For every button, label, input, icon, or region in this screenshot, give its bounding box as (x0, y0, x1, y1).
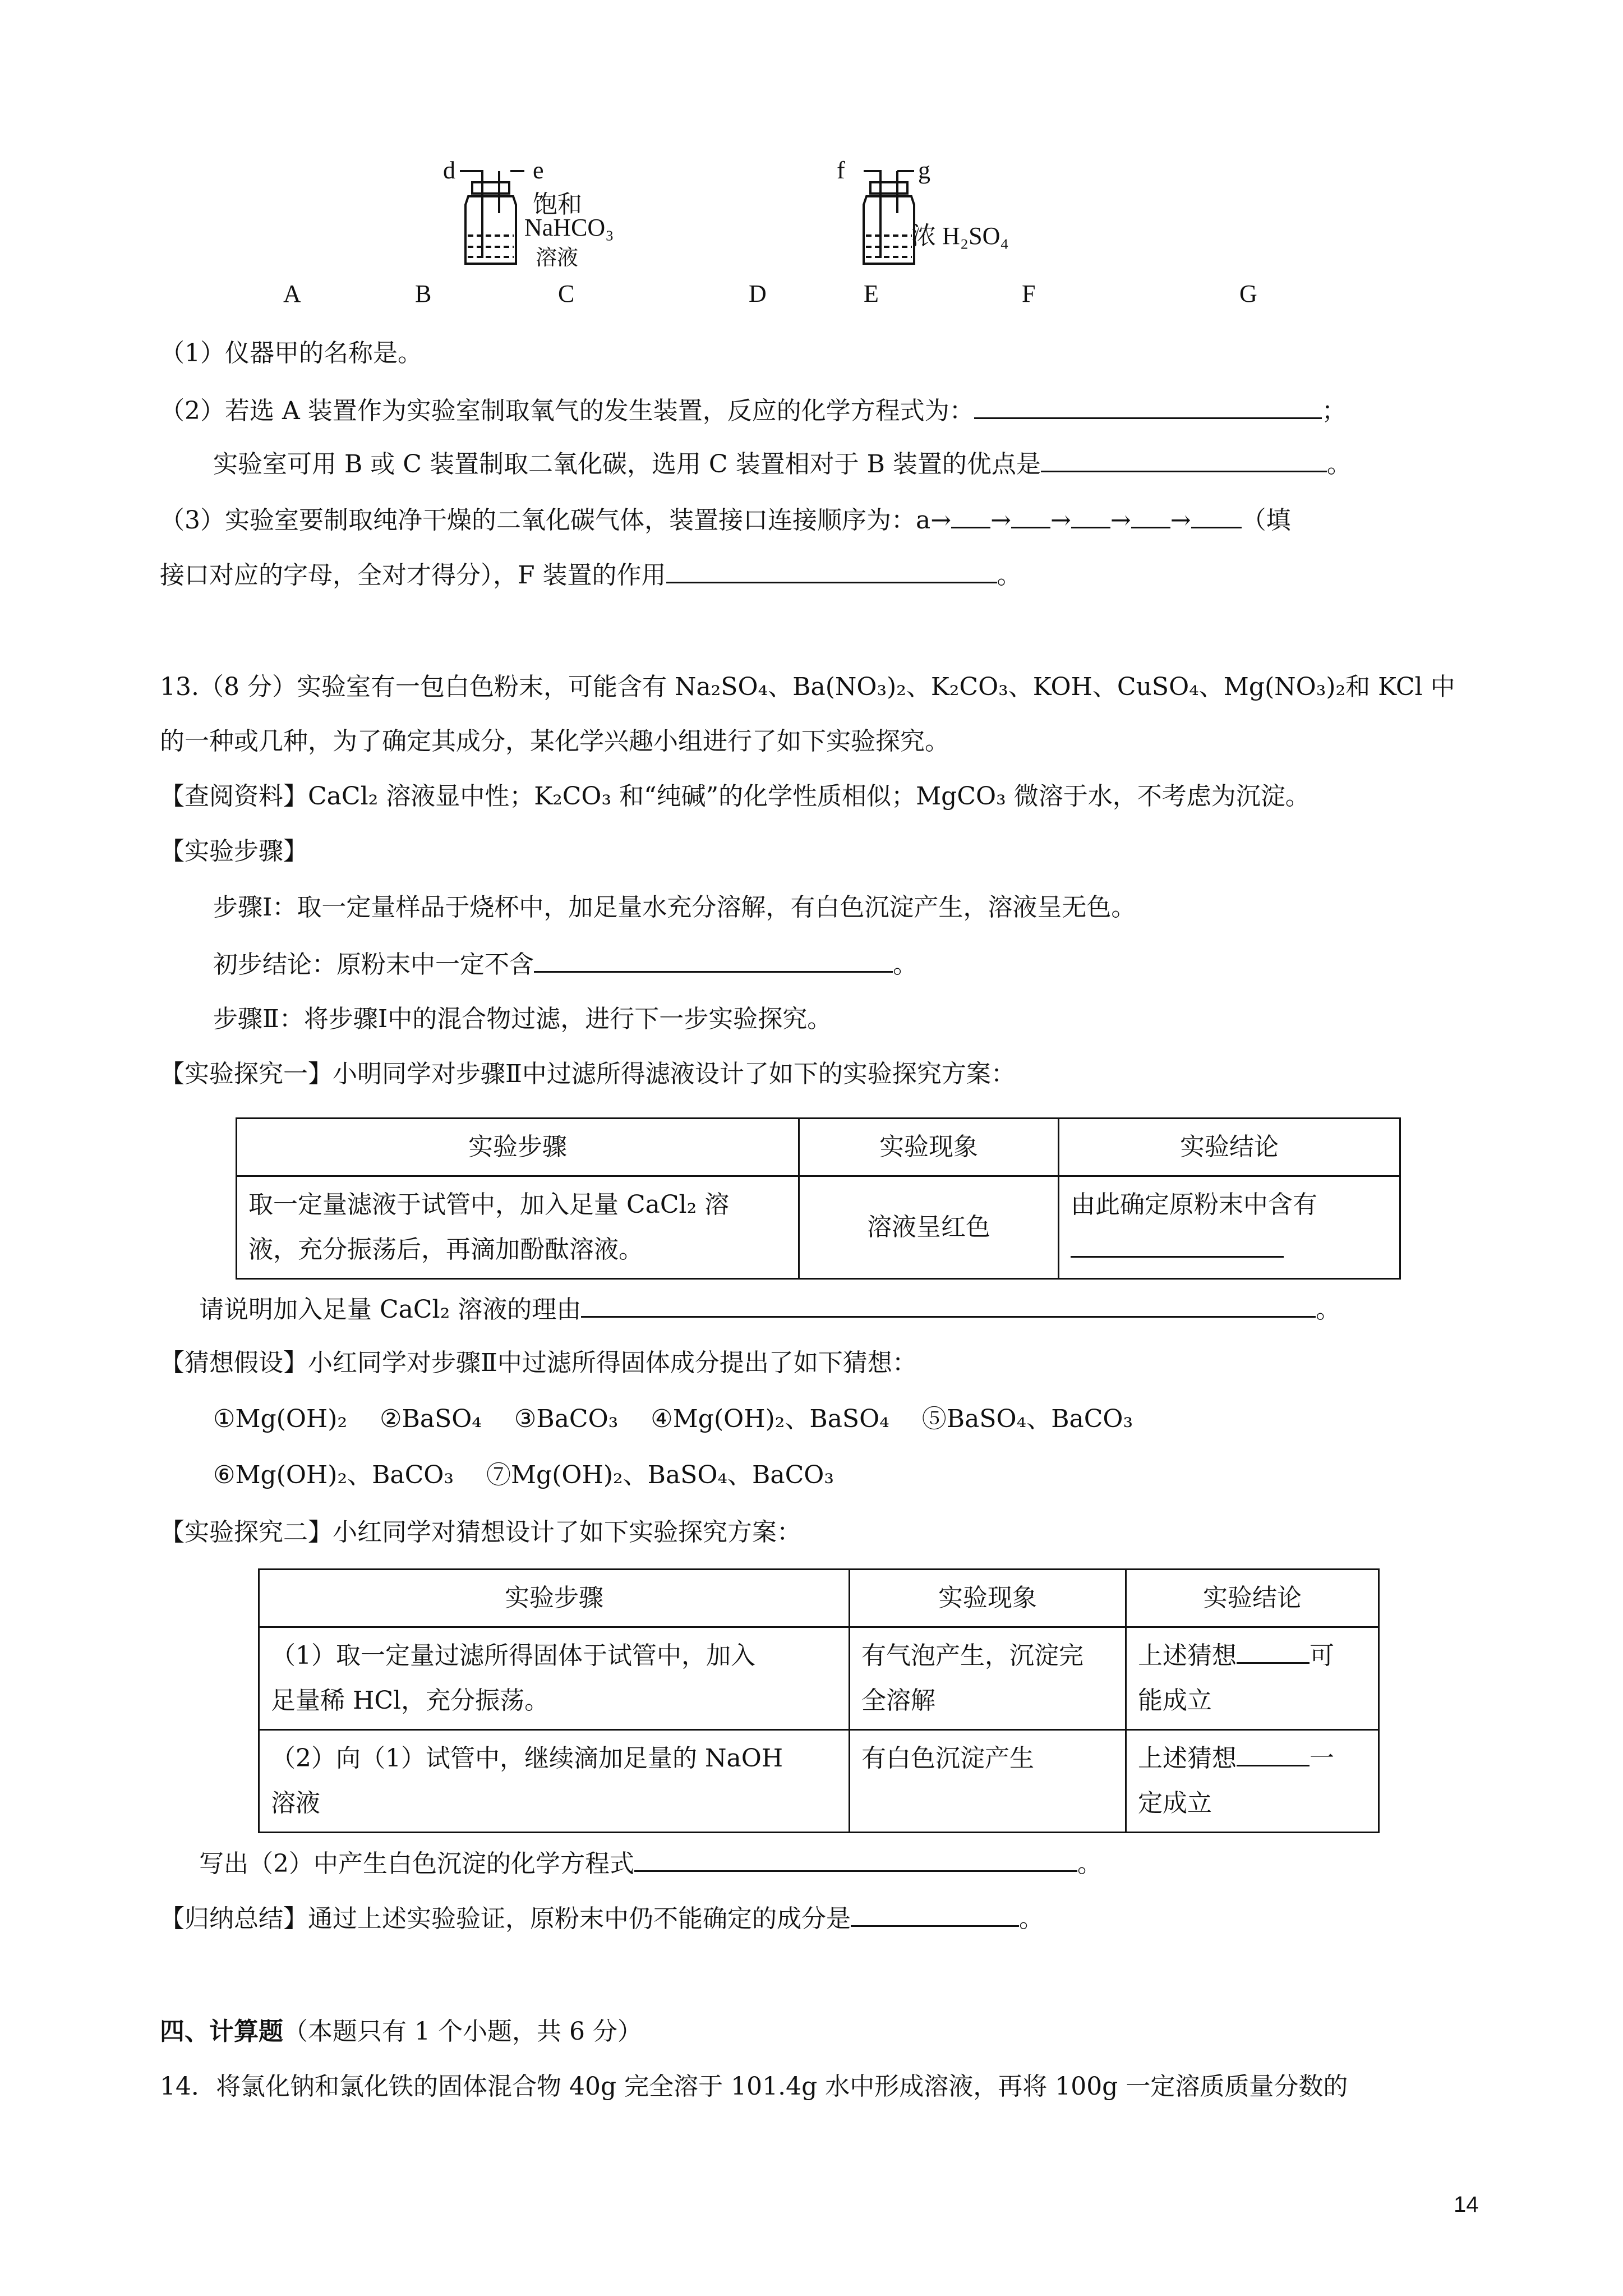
table-cell: （2）向（1）试管中，继续滴加足量的 NaOH 溶液 (259, 1730, 850, 1833)
answer-blank[interactable] (666, 557, 997, 583)
table-cell: 溶液呈红色 (799, 1176, 1059, 1279)
port-label-d: d (443, 157, 455, 184)
answer-blank[interactable] (1191, 502, 1242, 528)
table-cell: （1）取一定量过滤所得固体于试管中，加入 足量稀 HCl，充分振荡。 (259, 1627, 850, 1730)
answer-blank[interactable] (851, 1901, 1019, 1927)
port-label-f: f (837, 157, 845, 184)
q12-part3a: （3）实验室要制取纯净干燥的二氧化碳气体，装置接口连接顺序为：a→ → → → → （填 (160, 502, 1291, 537)
device-letter-f: F (1022, 280, 1036, 307)
table-header: 实验结论 (1126, 1570, 1379, 1627)
answer-blank[interactable] (1011, 502, 1050, 528)
q13-guess-line2: ⑥Mg(OH)₂、BaCO₃ ⑦Mg(OH)₂、BaSO₄、BaCO₃ (213, 1461, 834, 1489)
q13-intro-line2: 的一种或几种，为了确定其成分，某化学兴趣小组进行了如下实验探究。 (160, 727, 949, 756)
arrow-icon: → (1050, 506, 1071, 535)
answer-blank[interactable] (974, 393, 1322, 419)
device-letter-c: C (558, 280, 575, 307)
table-cell: 取一定量滤液于试管中，加入足量 CaCl₂ 溶 液，充分振荡后，再滴加酚酞溶液。 (237, 1176, 799, 1279)
q12-part1: （1）仪器甲的名称是。 (160, 339, 422, 367)
table-cell: 有气泡产生，沉淀完 全溶解 (850, 1627, 1126, 1730)
q14-text: 14．将氯化钠和氯化铁的固体混合物 40g 完全溶于 101.4g 水中形成溶液，再将 100g 一定溶质质量分数的 (160, 2072, 1348, 2101)
q13-reason: 请说明加入足量 CaCl₂ 溶液的理由 。 (199, 1291, 1340, 1327)
arrow-icon: → (1110, 506, 1131, 535)
answer-blank[interactable] (1041, 446, 1327, 472)
answer-blank[interactable] (534, 946, 893, 973)
answer-blank[interactable] (1071, 502, 1110, 528)
answer-blank[interactable] (581, 1291, 1316, 1318)
bottle2-label: 浓 H₂SO₄ (911, 222, 1009, 250)
bottle1-label-line2: NaHCO₃ (524, 214, 614, 241)
table-header: 实验现象 (850, 1570, 1126, 1627)
q13-step2: 步骤Ⅱ：将步骤Ⅰ中的混合物过滤，进行下一步实验探究。 (213, 1005, 832, 1033)
device-letter-b: B (415, 280, 432, 307)
arrow-icon: → (1170, 506, 1191, 535)
q13-guess-title: 【猜想假设】小红同学对步骤Ⅱ中过滤所得固体成分提出了如下猜想： (160, 1349, 917, 1377)
arrow-icon: → (930, 506, 952, 535)
table-header: 实验步骤 (259, 1570, 850, 1627)
device-letter-d: D (749, 280, 767, 307)
answer-blank[interactable] (951, 502, 990, 528)
q13-intro-line1: 13.（8 分）实验室有一包白色粉末，可能含有 Na₂SO₄、Ba(NO₃)₂、K₂CO₃、KOH、CuSO₄、Mg(NO₃)₂和 KCl 中 (160, 673, 1455, 701)
answer-blank[interactable] (1237, 1637, 1310, 1664)
section4-heading: 四、计算题（本题只有 1 个小题，共 6 分） (160, 2017, 642, 2046)
device-letter-g: G (1239, 280, 1257, 307)
bottle-f-g (864, 171, 914, 264)
q12-part3b: 接口对应的字母，全对才得分），F 装置的作用 。 (160, 557, 1022, 592)
bottle1-label-line3: 溶液 (536, 246, 579, 270)
table-cell: 由此确定原粉末中含有 (1059, 1176, 1400, 1279)
q13-steps-title: 【实验步骤】 (160, 837, 308, 866)
answer-blank[interactable] (634, 1846, 1077, 1872)
q12-part2b: 实验室可用 B 或 C 装置制取二氧化碳，选用 C 装置相对于 B 装置的优点是 。 (213, 446, 1352, 481)
table-cell: 上述猜想 一 定成立 (1126, 1730, 1379, 1833)
arrow-icon: → (990, 506, 1011, 535)
explore1-table (236, 1117, 1401, 1280)
q13-equation: 写出（2）中产生白色沉淀的化学方程式 。 (199, 1846, 1102, 1881)
table-cell: 上述猜想 可 能成立 (1126, 1627, 1379, 1730)
device-letter-a: A (283, 280, 301, 307)
q13-guess-line1: ①Mg(OH)₂ ②BaSO₄ ③BaCO₃ ④Mg(OH)₂、BaSO₄ ⑤BaSO₄、BaCO₃ (213, 1405, 1133, 1433)
port-label-e: e (533, 157, 544, 184)
q13-step1: 步骤Ⅰ：取一定量样品于烧杯中，加足量水充分溶解，有白色沉淀产生，溶液呈无色。 (213, 893, 1136, 922)
answer-blank[interactable] (1237, 1740, 1310, 1766)
bottle-d-e (460, 171, 524, 264)
q13-info: 【查阅资料】CaCl₂ 溶液显中性；K₂CO₃ 和“纯碱”的化学性质相似；MgCO₃ 微溶于水，不考虑为沉淀。 (160, 782, 1310, 811)
port-label-g: g (918, 157, 930, 184)
table-header: 实验步骤 (237, 1119, 799, 1176)
q12-part2a: （2）若选 A 装置作为实验室制取氧气的发生装置，反应的化学方程式为： ； (160, 393, 1347, 428)
table-cell: 有白色沉淀产生 (850, 1730, 1126, 1833)
table-header: 实验结论 (1059, 1119, 1400, 1176)
q13-prelim: 初步结论：原粉末中一定不含 。 (213, 946, 917, 982)
table-header: 实验现象 (799, 1119, 1059, 1176)
q13-explore2-title: 【实验探究二】小红同学对猜想设计了如下实验探究方案： (160, 1518, 801, 1547)
answer-blank[interactable] (1131, 502, 1170, 528)
bottle1-label-line1: 饱和 (533, 191, 582, 218)
q13-summary: 【归纳总结】通过上述实验验证，原粉末中仍不能确定的成分是 。 (160, 1901, 1044, 1936)
answer-blank[interactable] (1071, 1231, 1284, 1258)
explore2-table (258, 1568, 1380, 1833)
page-number: 14 (1454, 2192, 1479, 2217)
device-letter-e: E (864, 280, 879, 307)
q13-explore1-title: 【实验探究一】小明同学对步骤Ⅱ中过滤所得滤液设计了如下的实验探究方案： (160, 1060, 1016, 1088)
